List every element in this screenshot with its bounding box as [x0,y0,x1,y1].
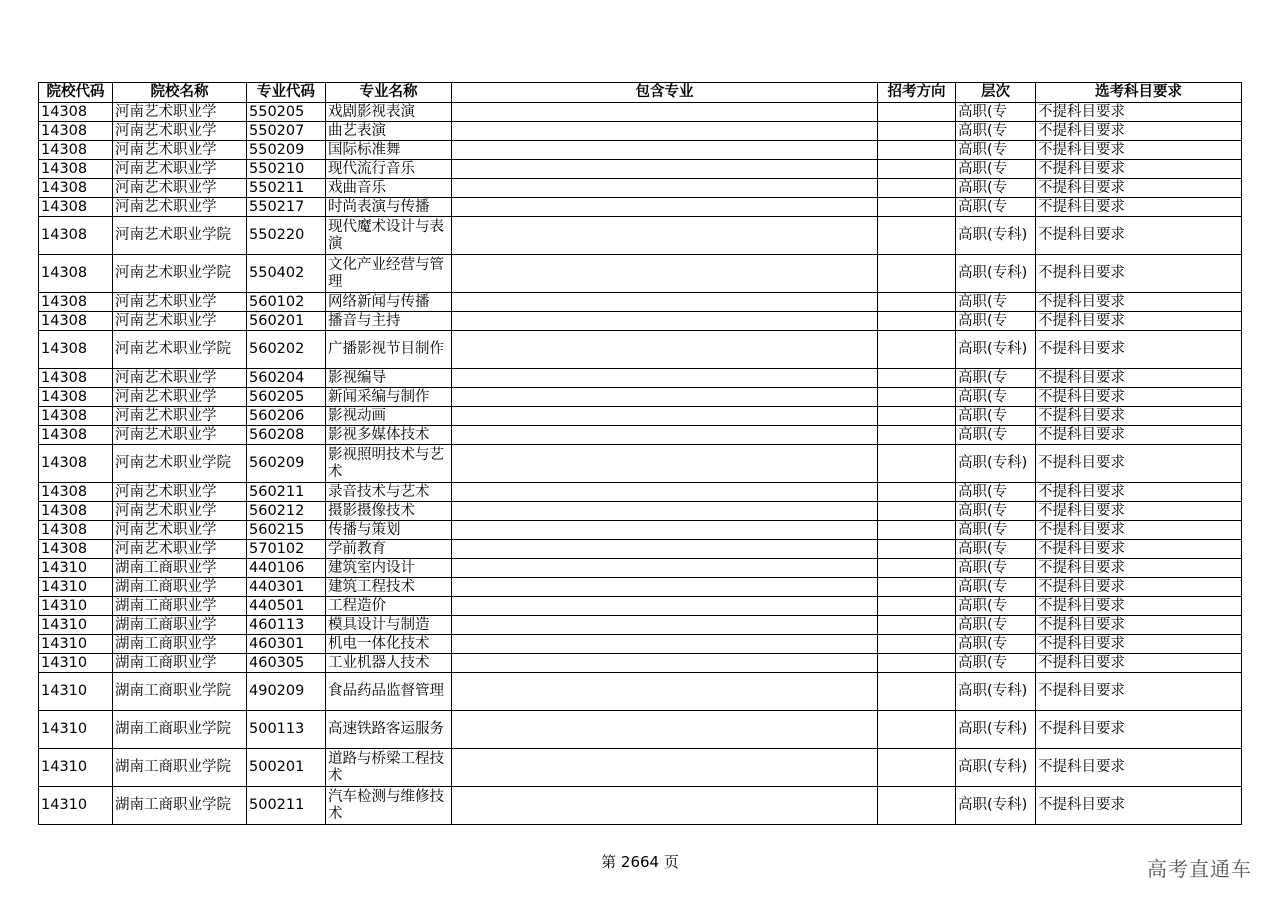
cell-school-name: 河南艺术职业学 [113,407,247,426]
cell-major-name: 学前教育 [326,540,452,559]
cell-school-code: 14310 [39,654,113,673]
cell-school-code: 14308 [39,445,113,483]
cell-school-name: 河南艺术职业学 [113,483,247,502]
cell-subject-requirement: 不提科目要求 [1036,312,1242,331]
cell-level: 高职(专科) [956,787,1036,825]
cell-school-code: 14308 [39,540,113,559]
cell-major-code: 560208 [247,426,326,445]
cell-direction [878,559,956,578]
cell-major-code: 550207 [247,122,326,141]
cell-direction [878,540,956,559]
cell-subject-requirement: 不提科目要求 [1036,578,1242,597]
cell-included-majors [452,635,878,654]
watermark: 高考直通车 [1147,857,1252,881]
cell-level: 高职(专科) [956,331,1036,369]
cell-major-name: 摄影摄像技术 [326,502,452,521]
admissions-table [38,82,1242,825]
cell-school-code: 14310 [39,787,113,825]
cell-subject-requirement: 不提科目要求 [1036,483,1242,502]
cell-included-majors [452,711,878,749]
cell-major-name: 播音与主持 [326,312,452,331]
cell-major-code: 570102 [247,540,326,559]
cell-subject-requirement: 不提科目要求 [1036,616,1242,635]
cell-included-majors [452,103,878,122]
table-row [39,635,1242,654]
cell-subject-requirement: 不提科目要求 [1036,198,1242,217]
header-row [39,83,1242,103]
cell-school-name: 河南艺术职业学院 [113,331,247,369]
cell-level: 高职(专 [956,293,1036,312]
cell-major-code: 560102 [247,293,326,312]
cell-included-majors [452,597,878,616]
cell-major-code: 440501 [247,597,326,616]
header-level: 层次 [956,83,1036,103]
table-row [39,540,1242,559]
table-row [39,616,1242,635]
cell-school-code: 14308 [39,426,113,445]
cell-school-name: 河南艺术职业学 [113,122,247,141]
cell-school-code: 14308 [39,331,113,369]
cell-major-code: 550220 [247,217,326,255]
cell-included-majors [452,369,878,388]
cell-level: 高职(专 [956,198,1036,217]
table-row [39,293,1242,312]
cell-level: 高职(专科) [956,217,1036,255]
cell-direction [878,407,956,426]
cell-school-code: 14310 [39,616,113,635]
cell-direction [878,331,956,369]
cell-direction [878,369,956,388]
cell-major-name: 食品药品监督管理 [326,673,452,711]
cell-major-name: 工程造价 [326,597,452,616]
table-row [39,388,1242,407]
cell-major-code: 550210 [247,160,326,179]
cell-direction [878,502,956,521]
page-number: 第 2664 页 [601,853,679,871]
cell-direction [878,445,956,483]
cell-included-majors [452,217,878,255]
cell-major-name: 戏剧影视表演 [326,103,452,122]
cell-school-code: 14308 [39,198,113,217]
cell-included-majors [452,312,878,331]
cell-level: 高职(专 [956,597,1036,616]
cell-level: 高职(专 [956,103,1036,122]
cell-school-name: 河南艺术职业学院 [113,255,247,293]
table-row [39,407,1242,426]
cell-included-majors [452,293,878,312]
cell-direction [878,749,956,787]
cell-major-name: 道路与桥梁工程技术 [326,749,452,787]
cell-level: 高职(专 [956,388,1036,407]
cell-major-code: 460113 [247,616,326,635]
cell-subject-requirement: 不提科目要求 [1036,122,1242,141]
cell-direction [878,521,956,540]
table-row [39,160,1242,179]
cell-direction [878,426,956,445]
table-row [39,179,1242,198]
cell-subject-requirement: 不提科目要求 [1036,540,1242,559]
cell-major-name: 文化产业经营与管理 [326,255,452,293]
cell-included-majors [452,673,878,711]
cell-direction [878,103,956,122]
cell-direction [878,673,956,711]
cell-school-code: 14308 [39,179,113,198]
table-row [39,502,1242,521]
cell-subject-requirement: 不提科目要求 [1036,787,1242,825]
table-row [39,787,1242,825]
cell-school-name: 河南艺术职业学 [113,369,247,388]
cell-major-code: 550402 [247,255,326,293]
cell-school-code: 14308 [39,483,113,502]
cell-included-majors [452,559,878,578]
cell-included-majors [452,483,878,502]
cell-school-name: 河南艺术职业学院 [113,217,247,255]
cell-school-name: 河南艺术职业学 [113,293,247,312]
cell-major-code: 460305 [247,654,326,673]
cell-level: 高职(专科) [956,749,1036,787]
cell-school-code: 14308 [39,502,113,521]
cell-subject-requirement: 不提科目要求 [1036,179,1242,198]
cell-major-code: 560205 [247,388,326,407]
table-row [39,559,1242,578]
cell-direction [878,483,956,502]
cell-school-code: 14308 [39,407,113,426]
cell-school-code: 14310 [39,635,113,654]
cell-included-majors [452,198,878,217]
cell-subject-requirement: 不提科目要求 [1036,521,1242,540]
cell-direction [878,711,956,749]
cell-school-name: 河南艺术职业学 [113,141,247,160]
cell-level: 高职(专科) [956,445,1036,483]
cell-level: 高职(专科) [956,673,1036,711]
cell-major-name: 影视编导 [326,369,452,388]
cell-school-name: 河南艺术职业学 [113,198,247,217]
cell-direction [878,255,956,293]
cell-major-name: 传播与策划 [326,521,452,540]
table-body [39,103,1242,825]
cell-subject-requirement: 不提科目要求 [1036,141,1242,160]
cell-major-name: 录音技术与艺术 [326,483,452,502]
cell-major-name: 建筑室内设计 [326,559,452,578]
cell-major-name: 影视照明技术与艺术 [326,445,452,483]
cell-direction [878,122,956,141]
cell-major-code: 460301 [247,635,326,654]
cell-school-name: 湖南工商职业学院 [113,673,247,711]
cell-included-majors [452,787,878,825]
cell-school-code: 14308 [39,122,113,141]
table-row [39,673,1242,711]
cell-major-name: 模具设计与制造 [326,616,452,635]
cell-direction [878,597,956,616]
cell-major-name: 广播影视节目制作 [326,331,452,369]
cell-school-name: 湖南工商职业学院 [113,787,247,825]
cell-level: 高职(专 [956,407,1036,426]
cell-direction [878,787,956,825]
cell-school-name: 湖南工商职业学院 [113,711,247,749]
cell-included-majors [452,578,878,597]
cell-school-code: 14308 [39,255,113,293]
cell-school-name: 河南艺术职业学 [113,502,247,521]
cell-major-name: 高速铁路客运服务 [326,711,452,749]
cell-level: 高职(专 [956,312,1036,331]
cell-subject-requirement: 不提科目要求 [1036,654,1242,673]
cell-school-name: 河南艺术职业学 [113,179,247,198]
cell-direction [878,654,956,673]
cell-school-name: 河南艺术职业学 [113,312,247,331]
cell-school-name: 湖南工商职业学 [113,597,247,616]
cell-major-name: 时尚表演与传播 [326,198,452,217]
cell-major-code: 500113 [247,711,326,749]
cell-major-name: 建筑工程技术 [326,578,452,597]
cell-level: 高职(专 [956,179,1036,198]
cell-school-name: 湖南工商职业学 [113,635,247,654]
cell-included-majors [452,426,878,445]
cell-included-majors [452,616,878,635]
table-row [39,483,1242,502]
cell-included-majors [452,331,878,369]
cell-included-majors [452,179,878,198]
cell-level: 高职(专 [956,559,1036,578]
cell-subject-requirement: 不提科目要求 [1036,331,1242,369]
cell-direction [878,312,956,331]
table-row [39,312,1242,331]
cell-subject-requirement: 不提科目要求 [1036,426,1242,445]
cell-level: 高职(专 [956,540,1036,559]
cell-major-name: 影视多媒体技术 [326,426,452,445]
cell-school-name: 湖南工商职业学院 [113,749,247,787]
cell-level: 高职(专 [956,654,1036,673]
cell-level: 高职(专 [956,578,1036,597]
cell-major-code: 560201 [247,312,326,331]
cell-subject-requirement: 不提科目要求 [1036,445,1242,483]
header-direction: 招考方向 [878,83,956,103]
table-row [39,445,1242,483]
cell-school-name: 河南艺术职业学 [113,388,247,407]
cell-school-code: 14310 [39,578,113,597]
cell-school-name: 河南艺术职业学 [113,521,247,540]
cell-major-name: 影视动画 [326,407,452,426]
cell-direction [878,616,956,635]
cell-major-code: 560215 [247,521,326,540]
cell-subject-requirement: 不提科目要求 [1036,559,1242,578]
cell-major-code: 490209 [247,673,326,711]
cell-level: 高职(专 [956,141,1036,160]
cell-major-name: 汽车检测与维修技术 [326,787,452,825]
header-included-majors: 包含专业 [452,83,878,103]
cell-level: 高职(专 [956,426,1036,445]
cell-major-code: 560211 [247,483,326,502]
cell-major-code: 500211 [247,787,326,825]
cell-subject-requirement: 不提科目要求 [1036,635,1242,654]
cell-level: 高职(专 [956,369,1036,388]
cell-subject-requirement: 不提科目要求 [1036,369,1242,388]
cell-major-code: 560209 [247,445,326,483]
cell-direction [878,217,956,255]
cell-direction [878,293,956,312]
cell-subject-requirement: 不提科目要求 [1036,217,1242,255]
cell-level: 高职(专科) [956,711,1036,749]
cell-school-code: 14308 [39,103,113,122]
cell-major-code: 550211 [247,179,326,198]
cell-school-code: 14308 [39,369,113,388]
cell-included-majors [452,445,878,483]
cell-school-code: 14310 [39,673,113,711]
table-row [39,654,1242,673]
table-row [39,217,1242,255]
table-row [39,141,1242,160]
cell-school-code: 14308 [39,141,113,160]
cell-subject-requirement: 不提科目要求 [1036,407,1242,426]
cell-major-code: 550217 [247,198,326,217]
cell-subject-requirement: 不提科目要求 [1036,255,1242,293]
cell-level: 高职(专 [956,635,1036,654]
cell-included-majors [452,407,878,426]
cell-subject-requirement: 不提科目要求 [1036,502,1242,521]
cell-subject-requirement: 不提科目要求 [1036,388,1242,407]
cell-major-name: 曲艺表演 [326,122,452,141]
cell-school-name: 湖南工商职业学 [113,578,247,597]
cell-level: 高职(专 [956,122,1036,141]
cell-major-name: 现代魔术设计与表演 [326,217,452,255]
header-school-name: 院校名称 [113,83,247,103]
cell-direction [878,578,956,597]
cell-major-code: 560202 [247,331,326,369]
cell-major-code: 560206 [247,407,326,426]
cell-direction [878,198,956,217]
cell-level: 高职(专 [956,521,1036,540]
table-row [39,255,1242,293]
cell-level: 高职(专 [956,160,1036,179]
cell-direction [878,388,956,407]
cell-school-name: 河南艺术职业学 [113,160,247,179]
table-row [39,578,1242,597]
table-row [39,331,1242,369]
cell-subject-requirement: 不提科目要求 [1036,597,1242,616]
cell-included-majors [452,388,878,407]
cell-subject-requirement: 不提科目要求 [1036,293,1242,312]
cell-school-name: 湖南工商职业学 [113,559,247,578]
cell-school-name: 河南艺术职业学院 [113,445,247,483]
cell-included-majors [452,141,878,160]
cell-included-majors [452,540,878,559]
cell-major-code: 560212 [247,502,326,521]
table-row [39,122,1242,141]
cell-school-code: 14308 [39,160,113,179]
cell-level: 高职(专科) [956,255,1036,293]
cell-direction [878,635,956,654]
cell-school-code: 14308 [39,388,113,407]
cell-major-name: 网络新闻与传播 [326,293,452,312]
table-row [39,597,1242,616]
cell-major-name: 现代流行音乐 [326,160,452,179]
cell-included-majors [452,255,878,293]
cell-included-majors [452,160,878,179]
cell-subject-requirement: 不提科目要求 [1036,673,1242,711]
cell-school-name: 河南艺术职业学 [113,426,247,445]
cell-major-name: 新闻采编与制作 [326,388,452,407]
header-subject-requirement: 选考科目要求 [1036,83,1242,103]
cell-subject-requirement: 不提科目要求 [1036,749,1242,787]
cell-major-name: 机电一体化技术 [326,635,452,654]
cell-major-code: 550209 [247,141,326,160]
cell-school-code: 14310 [39,597,113,616]
header-major-code: 专业代码 [247,83,326,103]
cell-school-code: 14308 [39,312,113,331]
cell-major-code: 440301 [247,578,326,597]
table-row [39,426,1242,445]
cell-level: 高职(专 [956,483,1036,502]
table-row [39,103,1242,122]
cell-major-code: 560204 [247,369,326,388]
cell-school-code: 14310 [39,559,113,578]
table-row [39,369,1242,388]
cell-direction [878,141,956,160]
cell-school-code: 14308 [39,521,113,540]
cell-included-majors [452,749,878,787]
cell-major-code: 440106 [247,559,326,578]
header-school-code: 院校代码 [39,83,113,103]
cell-included-majors [452,122,878,141]
cell-subject-requirement: 不提科目要求 [1036,711,1242,749]
cell-school-name: 河南艺术职业学 [113,540,247,559]
table-row [39,521,1242,540]
cell-major-name: 国际标准舞 [326,141,452,160]
header-major-name: 专业名称 [326,83,452,103]
cell-major-name: 戏曲音乐 [326,179,452,198]
cell-subject-requirement: 不提科目要求 [1036,160,1242,179]
cell-school-name: 河南艺术职业学 [113,103,247,122]
cell-included-majors [452,521,878,540]
cell-level: 高职(专 [956,616,1036,635]
table-row [39,711,1242,749]
cell-school-code: 14310 [39,711,113,749]
cell-direction [878,179,956,198]
cell-major-code: 550205 [247,103,326,122]
cell-subject-requirement: 不提科目要求 [1036,103,1242,122]
cell-school-code: 14308 [39,217,113,255]
cell-major-name: 工业机器人技术 [326,654,452,673]
cell-school-code: 14310 [39,749,113,787]
cell-level: 高职(专 [956,502,1036,521]
cell-direction [878,160,956,179]
cell-school-code: 14308 [39,293,113,312]
cell-included-majors [452,654,878,673]
table-row [39,749,1242,787]
cell-school-name: 湖南工商职业学 [113,654,247,673]
table-row [39,198,1242,217]
cell-school-name: 湖南工商职业学 [113,616,247,635]
cell-included-majors [452,502,878,521]
cell-major-code: 500201 [247,749,326,787]
